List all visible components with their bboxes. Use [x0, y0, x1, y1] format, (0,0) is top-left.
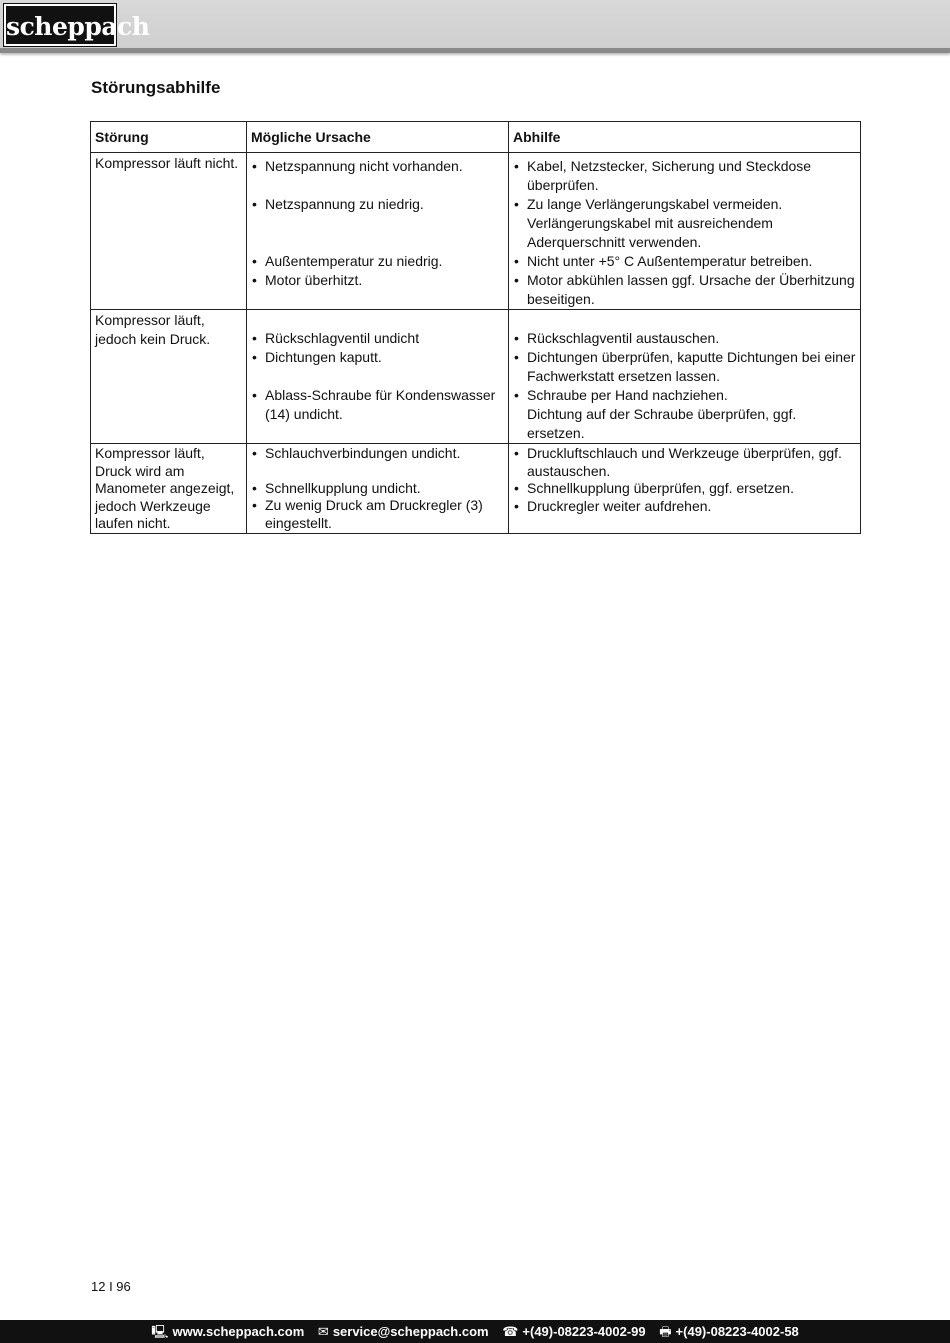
cell-stoerung — [91, 310, 247, 444]
ursache-item: • Außentemperatur zu niedrig. — [251, 252, 504, 271]
footer-email[interactable] — [318, 1324, 492, 1339]
abhilfe-list — [513, 157, 856, 309]
ursache-item: • Rückschlagventil undicht — [251, 329, 504, 348]
contact-footer — [0, 1320, 950, 1343]
cell-abhilfe — [509, 444, 861, 534]
cell-abhilfe — [509, 153, 861, 310]
ursache-item: • Zu wenig Druck am Druckregler (3) eingestellt. — [251, 497, 504, 532]
table-header-row — [91, 122, 861, 153]
stoerung-text: Kompressor läuft, Druck wird am Manometer angezeigt, jedoch Werkzeuge laufen nicht. — [95, 445, 235, 531]
column-header-stoerung: Störung — [91, 122, 247, 153]
abhilfe-item: • Schraube per Hand nachziehen. — [513, 386, 856, 405]
ursache-item: • Schnellkupplung undicht. — [251, 480, 504, 498]
ursache-list — [251, 157, 504, 290]
table-row — [91, 444, 861, 534]
ursache-item: • Ablass-Schraube für Kondenswasser (14) undicht. — [251, 386, 504, 424]
fax-icon: 🖶 — [659, 1324, 672, 1339]
cell-abhilfe — [509, 310, 861, 444]
abhilfe-item: • Druckluftschlauch und Werkzeuge überprüfen, ggf. austauschen. — [513, 445, 856, 480]
email-icon: ✉ — [317, 1324, 329, 1339]
footer-website[interactable] — [151, 1324, 308, 1339]
abhilfe-continuation: Dichtung auf der Schraube überprüfen, ggf. ersetzen. — [527, 406, 797, 441]
cell-ursache — [247, 444, 509, 534]
page-number: 12 I 96 — [91, 1279, 131, 1294]
abhilfe-item: • Nicht unter +5° C Außentemperatur betreiben. — [513, 252, 856, 271]
ursache-item: • Motor überhitzt. — [251, 271, 504, 290]
email-text: service@scheppach.com — [332, 1324, 489, 1339]
abhilfe-item: • Dichtungen überprüfen, kaputte Dichtungen bei einer Fachwerkstatt ersetzen lassen. — [513, 348, 856, 386]
troubleshooting-table — [90, 121, 861, 534]
ursache-list — [251, 329, 504, 424]
header-bar — [0, 0, 950, 53]
abhilfe-item: • Motor abkühlen lassen ggf. Ursache der Überhitzung beseitigen. — [513, 271, 856, 309]
cell-stoerung — [91, 153, 247, 310]
abhilfe-item: • Kabel, Netzstecker, Sicherung und Steckdose überprüfen. — [513, 157, 856, 195]
abhilfe-item: • Rückschlagventil austauschen. — [513, 329, 856, 348]
ursache-item: • Netzspannung zu niedrig. — [251, 195, 504, 214]
page-title: Störungsabhilfe — [91, 78, 221, 97]
ursache-item: • Netzspannung nicht vorhanden. — [251, 157, 504, 176]
ursache-item: • Schlauchverbindungen undicht. — [251, 445, 504, 463]
website-text: www.scheppach.com — [172, 1324, 305, 1339]
abhilfe-item: • Schnellkupplung überprüfen, ggf. ersetzen. — [513, 480, 856, 498]
ursache-list — [251, 445, 504, 532]
cell-ursache — [247, 153, 509, 310]
cell-ursache — [247, 310, 509, 444]
table-row — [91, 153, 861, 310]
ursache-item: • Dichtungen kaputt. — [251, 348, 504, 367]
footer-phone[interactable] — [502, 1324, 649, 1339]
phone-text: +(49)-08223-4002-99 — [522, 1324, 646, 1339]
stoerung-text: Kompressor läuft, jedoch kein Druck. — [95, 312, 211, 347]
abhilfe-list — [513, 445, 856, 515]
stoerung-text: Kompressor läuft nicht. — [95, 155, 239, 171]
abhilfe-item: • Zu lange Verlängerungskabel vermeiden. Verlängerungskabel mit ausreichendem Aderquerschnitt verwenden. — [513, 195, 856, 252]
footer-fax — [659, 1324, 799, 1339]
column-header-abhilfe: Abhilfe — [509, 122, 861, 153]
scheppach-logo: scheppach — [4, 4, 116, 46]
phone-icon: ☎ — [502, 1324, 519, 1339]
abhilfe-list — [513, 329, 856, 405]
column-header-ursache: Mögliche Ursache — [247, 122, 509, 153]
fax-text: +(49)-08223-4002-58 — [675, 1324, 799, 1339]
computer-icon: 🖳 — [151, 1324, 169, 1339]
abhilfe-item: • Druckregler weiter aufdrehen. — [513, 498, 856, 516]
cell-stoerung — [91, 444, 247, 534]
table-row — [91, 310, 861, 444]
